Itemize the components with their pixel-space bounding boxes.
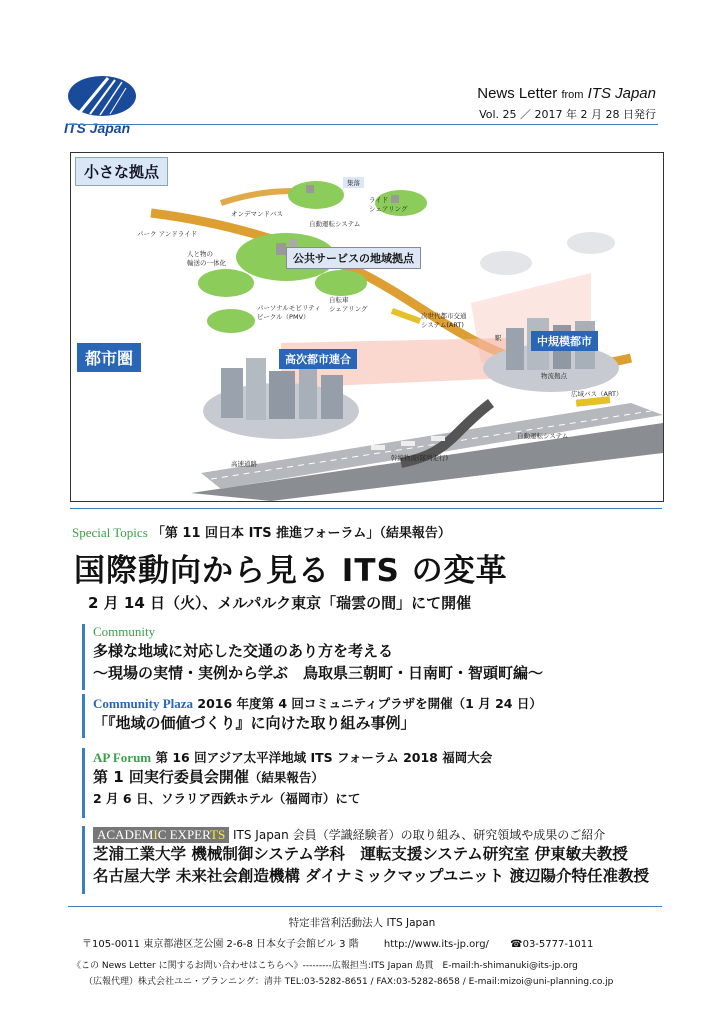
newsletter-name: News Letter	[477, 85, 558, 102]
academic-line-2: 名古屋大学 未来社会創造機構 ダイナミックマップユニット 渡辺陽介特任准教授	[93, 867, 650, 885]
special-topics-label: Special Topics	[72, 525, 148, 540]
footer-agency: （広報代理）株式会社ユニ・プランニング：清井 TEL:03-5282-8651 / FAX:03-5282-8658 / E-mail:mizoi@uni-planning.co.jp	[84, 977, 614, 987]
small-label-highway: 高速道路	[231, 460, 257, 468]
label-high-order-city: 高次都市連合	[279, 349, 357, 369]
small-label-wide-bus: 広域バス（ART）	[571, 390, 623, 398]
small-label-art: 次世代都市交通 システム(ART)	[421, 312, 467, 329]
regional-transport-illustration	[70, 152, 664, 502]
small-label-people-goods: 人と物の 輸送の一体化	[187, 250, 226, 267]
label-metro: 都市圏	[77, 343, 141, 372]
small-label-auto-drive-2: 自動運転システム	[517, 432, 569, 440]
academic-section	[82, 826, 649, 894]
small-label-logistics: 物流拠点	[541, 372, 567, 380]
newsletter-title	[477, 85, 656, 102]
ap-forum-line-3: 2 月 6 日、ソラリア西鉄ホテル（福岡市）にて	[93, 791, 361, 806]
volume-line: Vol. 25 ／ 2017 年 2 月 28 日発行	[479, 108, 656, 121]
academic-label-a: ACADEM	[97, 827, 154, 842]
academic-line-1: 芝浦工業大学 機械制御システム学科 運転支援システム研究室 伊東敏夫教授	[93, 845, 628, 863]
community-label: Community	[93, 624, 156, 639]
small-label-pmv: パーソナルモビリティ ビークル（PMV）	[257, 304, 321, 321]
footer-address: 〒105-0011 東京都港区芝公園 2-6-8 日本女子会館ビル 3 階	[82, 939, 359, 950]
small-label-platoon: 幹線物流(隊列走行)	[391, 454, 449, 462]
plaza-text: 2016 年度第 4 回コミュニティプラザを開催（1 月 24 日）	[197, 696, 542, 711]
small-label-park-ride: パーク アンドライド	[137, 230, 198, 238]
footer-contact: 《この News Letter に関するお問い合わせはこちらへ》---------広報担当:ITS Japan 島貫 E-mail:h-shimanuki@its-jp.org	[72, 961, 578, 971]
ap-forum-section	[82, 748, 492, 818]
footer-url-link[interactable]: http://www.its-jp.org/	[383, 939, 489, 950]
academic-intro: ITS Japan 会員（学識経験者）の取り組み、研究領域や成果のご紹介	[233, 828, 606, 842]
special-divider	[70, 508, 662, 509]
logo-text: ITS Japan	[64, 120, 131, 136]
community-line-1: 多様な地域に対応した交通のあり方を考える	[93, 642, 394, 660]
footer-tel: ☎03-5777-1011	[510, 939, 594, 950]
small-label-on-demand: オンデマンドバス	[231, 210, 283, 218]
small-label-ride-share: ライド シェアリング	[369, 196, 408, 213]
small-label-bicycle-share: 自転車 シェアリング	[329, 296, 368, 313]
small-label-auto-drive: 自動運転システム	[309, 220, 361, 228]
small-label-station: 駅	[495, 334, 502, 342]
header-divider	[68, 124, 658, 125]
label-small-hub: 小さな拠点	[75, 157, 168, 186]
ap-forum-label: AP Forum	[93, 750, 152, 765]
footer-org: 特定非営利活動法人 ITS Japan	[288, 917, 436, 929]
main-subtitle: 2 月 14 日（火）、メルパルク東京「瑞雲の間」にて開催	[88, 594, 472, 612]
plaza-line-2: 「『地域の価値づくり』に向けた取り組み事例」	[93, 714, 416, 732]
newsletter-org: ITS Japan	[587, 85, 656, 102]
special-topics-line	[72, 522, 451, 541]
ap-forum-text: 第 16 回アジア太平洋地域 ITS フォーラム 2018 福岡大会	[155, 750, 493, 765]
academic-label-d: TS	[210, 827, 226, 842]
academic-experts-badge	[93, 827, 229, 843]
community-line-2: ～現場の実情・実例から学ぶ 鳥取県三朝町・日南町・智頭町編～	[93, 664, 544, 682]
small-label-village: 集落	[343, 177, 364, 188]
academic-label-c: C EXPER	[157, 827, 210, 842]
newsletter-from: from	[561, 89, 584, 101]
label-mid-city: 中規模都市	[531, 331, 598, 351]
special-topics-text: 「第 11 回日本 ITS 推進フォーラム」（結果報告）	[151, 526, 451, 541]
footer-divider	[68, 906, 662, 907]
illustration-drawing	[71, 153, 663, 501]
plaza-label: Community Plaza	[93, 696, 194, 711]
community-section	[82, 624, 543, 690]
main-title: 国際動向から見る ITS の変革	[74, 553, 508, 589]
ap-forum-line-2: 第 1 回実行委員会開催	[93, 768, 249, 786]
footer-address-line	[82, 935, 593, 950]
academic-label-b: I	[153, 827, 158, 842]
ap-forum-line-2-note: （結果報告）	[248, 770, 324, 785]
plaza-section	[82, 694, 542, 738]
label-public-service: 公共サービスの地域拠点	[286, 247, 421, 269]
